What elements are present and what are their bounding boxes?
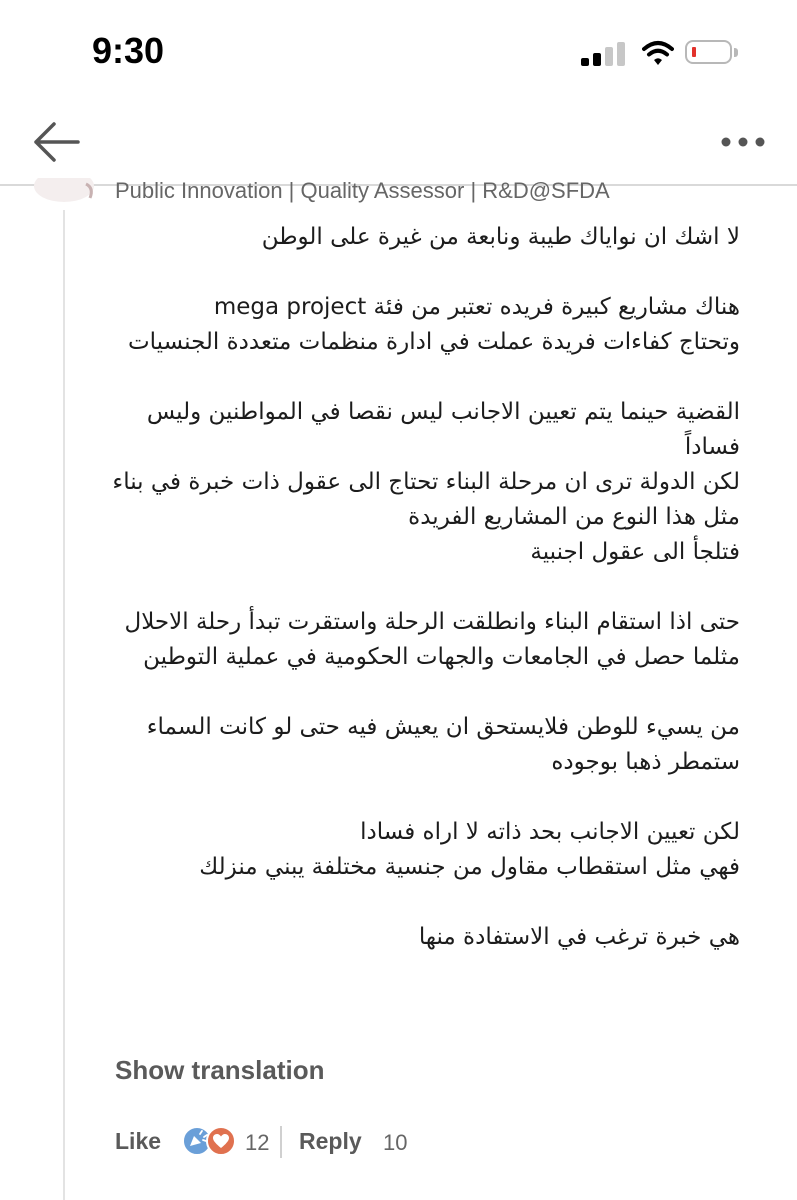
comment-paragraph: هناك مشاريع كبيرة فريده تعتبر من فئة mega project وتحتاج كفاءات فريدة عملت في ادارة منظمات متعددة الجنسيات bbox=[128, 294, 740, 355]
more-horizontal-icon[interactable] bbox=[718, 120, 768, 164]
wifi-icon bbox=[642, 40, 674, 66]
actions-divider bbox=[280, 1126, 282, 1158]
avatar[interactable] bbox=[30, 178, 98, 206]
comment-body bbox=[100, 220, 740, 955]
show-translation-button[interactable]: Show translation bbox=[115, 1055, 325, 1085]
comment-paragraph: من يسيء للوطن فلايستحق ان يعيش فيه حتى لو كانت السماء ستمطر ذهبا بوجوده bbox=[146, 714, 740, 775]
arrow-left-icon[interactable] bbox=[30, 118, 82, 166]
comment-paragraph: هي خبرة ترغب في الاستفادة منها bbox=[418, 924, 740, 950]
comment-paragraph: لا اشك ان نواياك طيبة ونابعة من غيرة على الوطن bbox=[261, 224, 740, 250]
battery-level bbox=[692, 47, 696, 57]
status-time: 9:30 bbox=[92, 30, 165, 71]
status-bar bbox=[0, 0, 797, 100]
reply-count[interactable]: 10 bbox=[383, 1130, 408, 1155]
like-count[interactable]: 12 bbox=[245, 1130, 270, 1155]
battery-low-icon bbox=[685, 40, 732, 64]
love-reaction-icon bbox=[207, 1127, 235, 1155]
reply-button[interactable]: Reply bbox=[299, 1128, 362, 1154]
battery-cap bbox=[734, 48, 738, 57]
reaction-icons[interactable] bbox=[181, 1125, 239, 1157]
author-headline: Public Innovation | Quality Assessor | R&D@SFDA bbox=[115, 178, 610, 203]
thread-line bbox=[63, 210, 65, 1200]
comment-paragraph: حتى اذا استقام البناء وانطلقت الرحلة واستقرت تبدأ رحلة الاحلال مثلما حصل في الجامعات والجهات الحكومية في عملية التوطين bbox=[124, 609, 740, 670]
comment-paragraph: القضية حينما يتم تعيين الاجانب ليس نقصا في المواطنين وليس فساداً لكن الدولة ترى ان مرحلة البناء تحتاج الى عقول ذات خبرة في بناء مثل هذا النوع من المشاريع الفريدة فتلجأ الى عقول اجنبية bbox=[112, 399, 740, 565]
comment-paragraph: لكن تعيين الاجانب بحد ذاته لا اراه فسادا فهي مثل استقطاب مقاول من جنسية مختلفة يبني منزلك bbox=[199, 819, 740, 880]
cellular-signal-icon bbox=[581, 42, 627, 66]
like-button[interactable]: Like bbox=[115, 1128, 162, 1154]
